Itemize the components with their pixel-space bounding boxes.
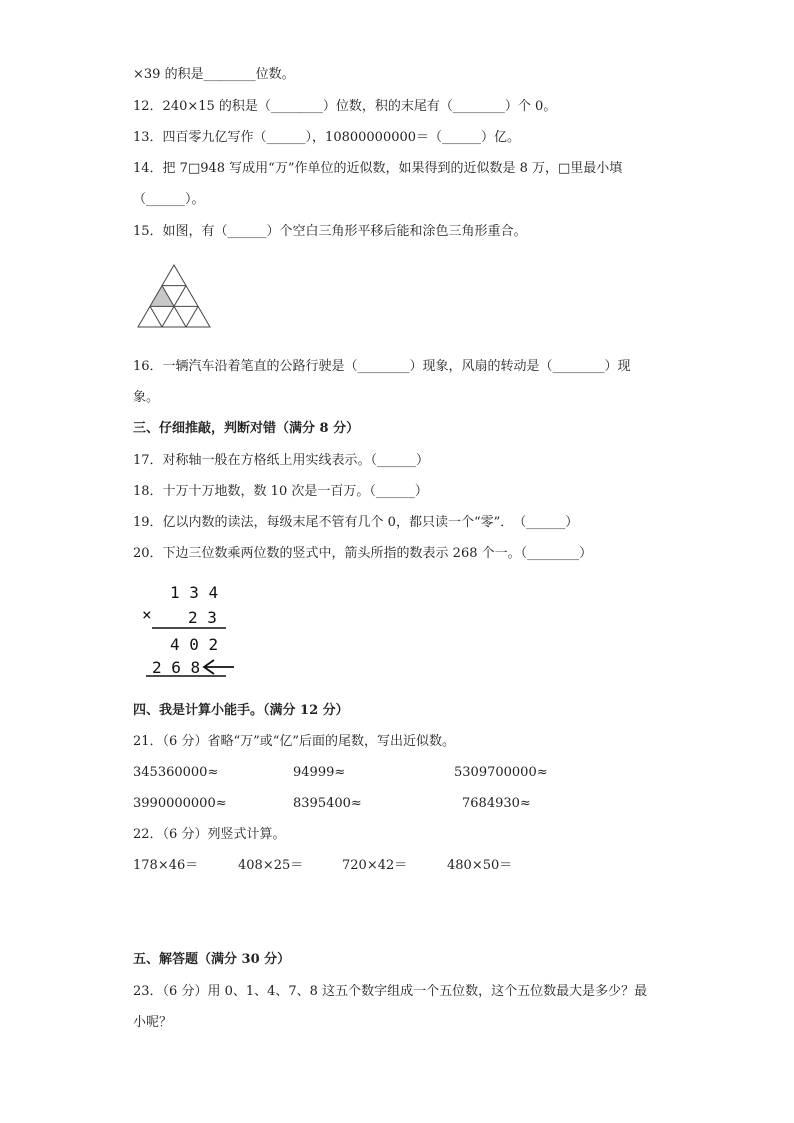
section-4-heading: 四、我是计算小能手。（满分 12 分） (133, 703, 349, 718)
approx-item: 3990000000≈ (133, 796, 227, 811)
approx-item: 5309700000≈ (454, 765, 548, 780)
calc-item: 178×46＝ (133, 858, 199, 873)
question-16-continued: 象。 (133, 390, 160, 405)
question-15: 15．如图，有（______）个空白三角形平移后能和涂色三角形重合。 (133, 224, 527, 239)
question-22: 22．（6 分）列竖式计算。 (133, 827, 286, 842)
vertical-multiplication (140, 580, 240, 680)
mult-row-4: 2 6 8 (152, 658, 201, 677)
section-3-heading: 三、仔细推敲，判断对错（满分 8 分） (133, 421, 360, 436)
approx-item: 345360000≈ (133, 765, 219, 780)
question-14-continued: （______）。 (133, 192, 205, 207)
question-13: 13．四百零九亿写作（______），10800000000＝（______）亿。 (133, 130, 521, 145)
calc-item: 408×25＝ (238, 858, 304, 873)
mult-row-1: 1 3 4 (170, 583, 219, 602)
triangle-figure (138, 265, 210, 327)
mult-row-3: 4 0 2 (170, 635, 219, 654)
question-23-continued: 小呢？ (133, 1015, 173, 1030)
mult-times-sign: × (142, 605, 152, 624)
q11-continued: ×39 的积是________位数。 (133, 67, 295, 82)
question-20: 20．下边三位数乘两位数的竖式中，箭头所指的数表示 268 个一。（________） (133, 546, 593, 561)
question-12: 12．240×15 的积是（________）位数，积的末尾有（________）个 0。 (133, 99, 557, 114)
question-23: 23．（6 分）用 0、1、4、7、8 这五个数字组成一个五位数，这个五位数最大是多少？最 (133, 984, 648, 999)
question-14: 14．把 7□948 写成用“万”作单位的近似数，如果得到的近似数是 8 万，□里最小填 (133, 161, 623, 176)
approx-item: 8395400≈ (293, 796, 362, 811)
calc-item: 720×42＝ (342, 858, 408, 873)
approx-item: 7684930≈ (462, 796, 531, 811)
calc-item: 480×50＝ (447, 858, 513, 873)
mult-row-2: 2 3 (188, 608, 217, 627)
question-21: 21．（6 分）省略“万”或“亿”后面的尾数，写出近似数。 (133, 734, 456, 749)
arrow-icon (204, 660, 234, 674)
question-19: 19．亿以内数的读法，每级末尾不管有几个 0，都只读一个“零”． （______） (133, 515, 579, 530)
shaded-triangle (150, 286, 174, 307)
section-5-heading: 五、解答题（满分 30 分） (133, 952, 291, 967)
question-16: 16．一辆汽车沿着笔直的公路行驶是（________）现象，风扇的转动是（________）现 (133, 359, 631, 374)
question-18: 18．十万十万地数，数 10 次是一百万。（______） (133, 484, 428, 499)
question-17: 17．对称轴一般在方格纸上用实线表示。（______） (133, 453, 430, 468)
approx-item: 94999≈ (293, 765, 346, 780)
